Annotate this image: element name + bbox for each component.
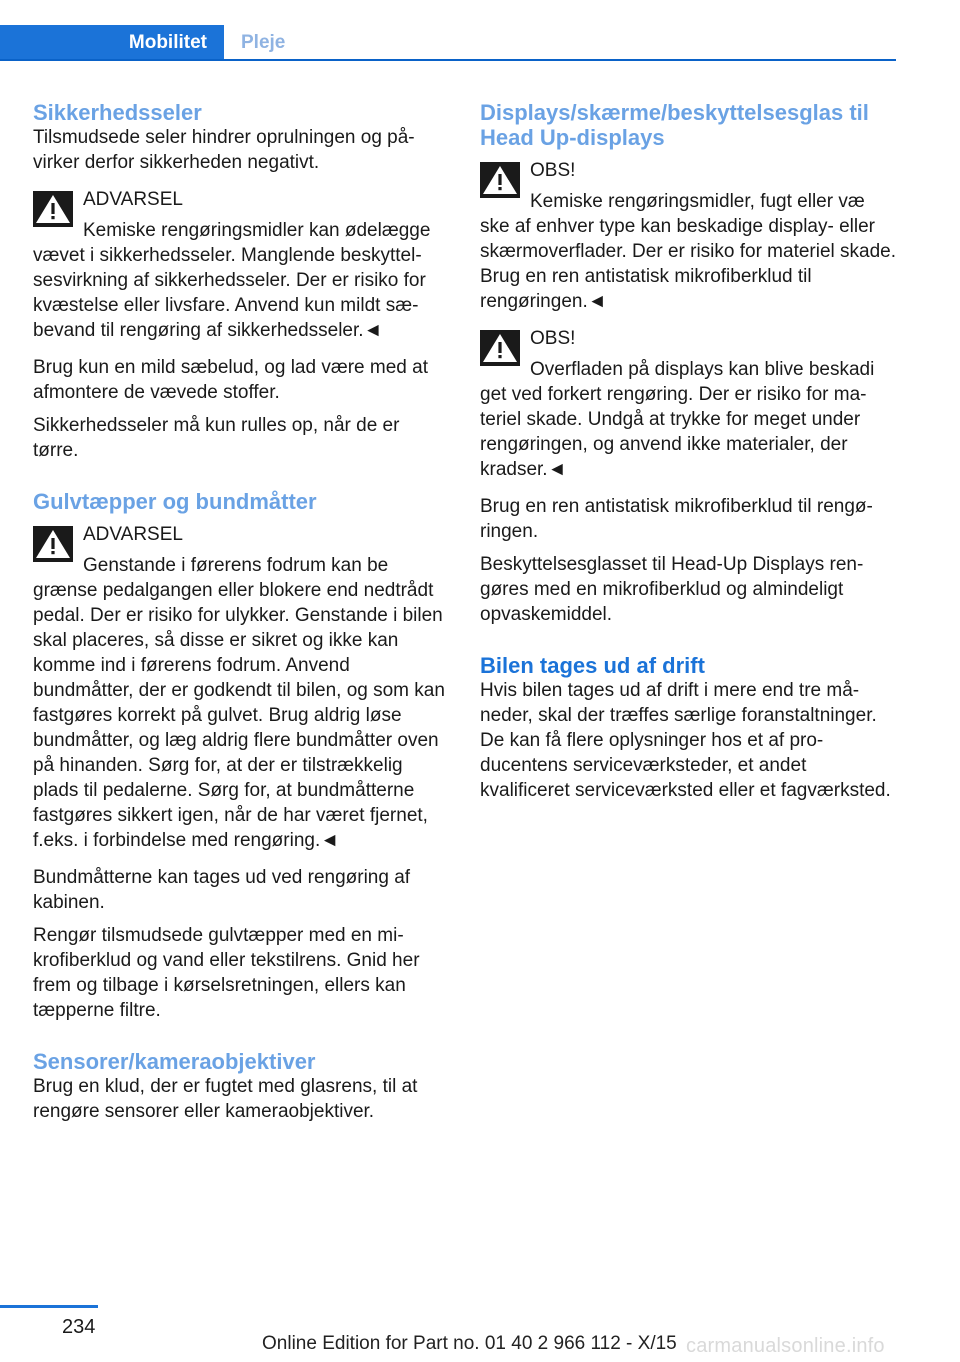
heading-displays: Displays/skærme/beskyttelsesglas til Head Up-displays: [480, 100, 869, 150]
paragraph: Brug en klud, der er fugtet med glasrens, til at rengøre sensorer eller kameraobjektiver.: [33, 1076, 418, 1122]
notice-label: OBS!: [530, 328, 576, 349]
heading-sensorer: Sensorer/kameraobjektiver: [33, 1049, 316, 1074]
paragraph: Tilsmudsede seler hindrer oprulningen og påvirker derfor sikkerheden negativt.: [33, 127, 415, 173]
heading-sikkerhedsseler: Sikkerhedsseler: [33, 100, 202, 125]
warning-text: grænse pedalgangen eller blokere end nedtrådt pedal. Der er risiko for ulykker. Genstande i bilen skal placeres, så disse er sikret og ikke kan komme ind i førerens fodrum. Anvend bundmåtter, der er godkendt til bilen, og som kan fastgøres korrekt på gulvet. Brug aldrig løse bundmåtter, og læg aldrig flere bundmåtter oven på hinanden. Sørg for, at der er tilstrækkelig plads til pedalerne. Sørg for, at bundmåtterne fastgøres sikkert igen, når de har været fjernet, f.eks. i forbindelse med rengøring.◄: [33, 580, 445, 851]
right-column: [480, 100, 896, 803]
edition-text: Online Edition for Part no. 01 40 2 966 112 - X/15: [262, 1333, 677, 1354]
warning-triangle-icon: [33, 526, 73, 562]
warning-text-first-line: Genstande i førerens fodrum kan be: [83, 555, 389, 576]
warning-label: ADVARSEL: [83, 524, 183, 545]
notice-text: get ved forkert rengøring. Der er risiko for materiel skade. Undgå at trykke for meget under rengøringen, og anvend ikke materialer, der kradser.◄: [480, 384, 867, 480]
paragraph: Bundmåtterne kan tages ud ved rengøring af kabinen.: [33, 867, 411, 913]
notice-text-first-line: Kemiske rengøringsmidler, fugt eller væ: [530, 191, 865, 212]
notice-box: [480, 326, 896, 482]
warning-text: vævet i sikkerhedsseler. Manglende beskyttelsesvirkning af sikkerhedsseler. Der er risiko for kvæstelse eller livsfare. Anvend kun mildt sæbevand til rengøring af sikkerhedsseler.◄: [33, 245, 426, 341]
warning-triangle-icon: [33, 191, 73, 227]
notice-text: ske af enhver type kan beskadige display- eller skærmoverflader. Der er risiko for materiel skade. Brug en ren antistatisk mikrofiberklud til rengøringen.◄: [480, 216, 897, 312]
paragraph: Beskyttelsesglasset til Head-Up Displays rengøres med en mikrofiberklud og almindeligt opvaskemiddel.: [480, 554, 864, 625]
watermark: carmanualsonline.info: [686, 1335, 885, 1357]
footer-rule: [0, 1305, 98, 1308]
page-number: 234: [62, 1316, 96, 1338]
notice-label: OBS!: [530, 160, 576, 181]
warning-box: [33, 187, 449, 343]
heading-bilen-tages-ud-af-drift: Bilen tages ud af drift: [480, 653, 705, 678]
paragraph: Brug kun en mild sæbelud, og lad være med at afmontere de vævede stoffer.: [33, 357, 428, 403]
paragraph: Sikkerhedsseler må kun rulles op, når de er tørre.: [33, 415, 400, 461]
paragraph: Rengør tilsmudsede gulvtæpper med en mikrofiberklud og vand eller tekstilrens. Gnid her frem og tilbage i kørselsretningen, ellers kan tæpperne filtre.: [33, 925, 420, 1021]
tab-pleje[interactable]: Pleje: [241, 32, 286, 53]
header-rule: [0, 59, 896, 61]
warning-box: [33, 522, 449, 853]
paragraph: Brug en ren antistatisk mikrofiberklud til rengøringen.: [480, 496, 873, 542]
page-header: [0, 25, 896, 61]
warning-label: ADVARSEL: [83, 189, 183, 210]
warning-text-first-line: Kemiske rengøringsmidler kan ødelægge: [83, 220, 431, 241]
left-column: [33, 100, 449, 1124]
warning-triangle-icon: [480, 162, 520, 198]
heading-gulvtaepper: Gulvtæpper og bundmåtter: [33, 489, 317, 514]
tab-mobilitet[interactable]: Mobilitet: [0, 25, 224, 61]
notice-text-first-line: Overfladen på displays kan blive beskadi: [530, 359, 875, 380]
notice-box: [480, 158, 896, 314]
paragraph: Hvis bilen tages ud af drift i mere end tre måneder, skal der træffes særlige foranstaltninger. De kan få flere oplysninger hos et af producentens serviceværksteder, et andet kvalificeret serviceværksted eller et fagværksted.: [480, 680, 891, 801]
warning-triangle-icon: [480, 330, 520, 366]
